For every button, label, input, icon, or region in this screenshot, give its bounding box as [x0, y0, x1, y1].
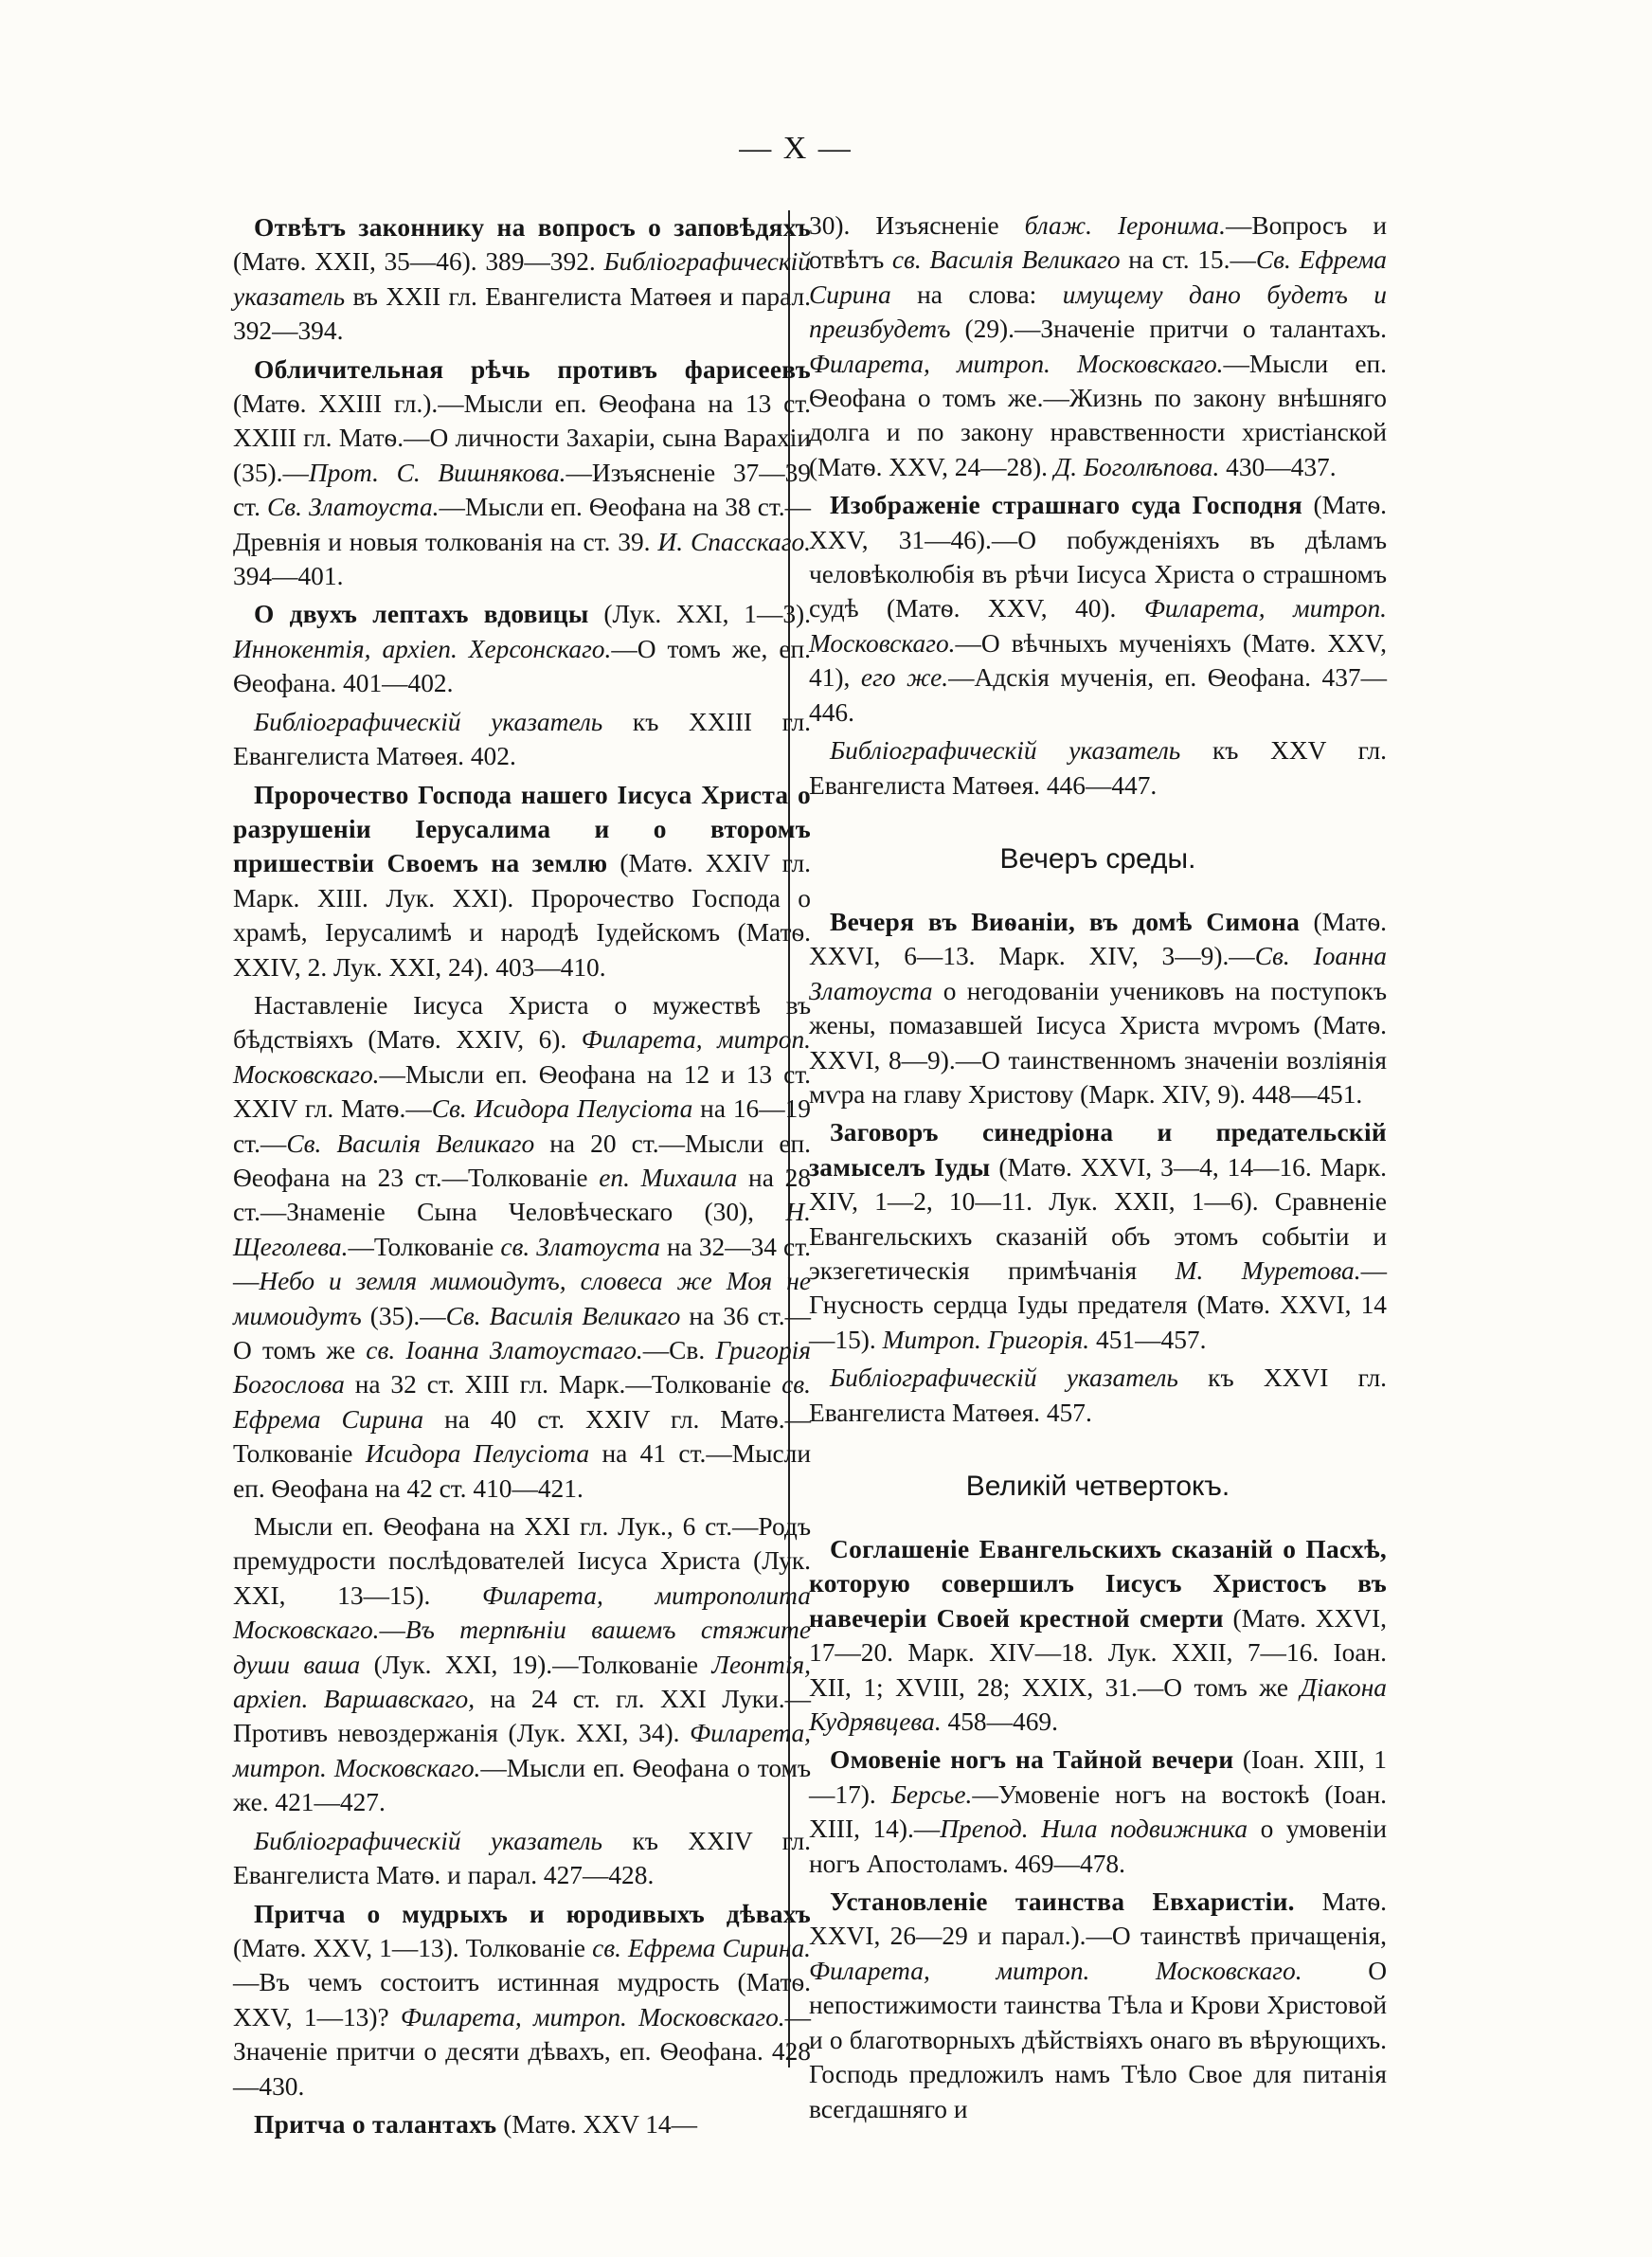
entry-last-judgment: Изображеніе страшнаго суда Господня (Матѳ. XXV, 31—46).—О побужденіяхъ въ дѣламъ человѣколюбія въ рѣчи Іисуса Христа о страшномъ судѣ (Матѳ. XXV, 40). Филарета, митроп. Московскаго.—О вѣчныхъ мученіяхъ (Матѳ. XXV, 41), его же.—Адскія мученія, еп. Ѳеофана. 437—446.: [809, 491, 1387, 727]
entry-parable-virgins: Притча о мудрыхъ и юродивыхъ дѣвахъ (Матѳ. XXV, 1—13). Толкованіе св. Ефрема Сирина.—Въ чемъ состоитъ истинная мудрость (Матѳ. XXV, 1—13)? Филарета, митроп. Московскаго.—Значеніе притчи о десяти дѣвахъ, еп. Ѳеофана. 428—430.: [233, 1899, 812, 2101]
page-number: — X —: [739, 131, 853, 166]
entry-eucharist: Установленіе таинства Евхаристіи. Матѳ. XXVI, 26—29 и парал.).—О таинствѣ причащенія, Филарета, митроп. Московскаго. О непостижимости таинства Тѣла и Крови Христовой и о благотворныхъ дѣйствіяхъ онаго въ вѣрующихъ. Господь предложилъ намъ Тѣло Свое для питанія всегдашняго и: [809, 1887, 1387, 2123]
entry-supper-bethany: Вечеря въ Виѳаніи, въ домѣ Симона (Матѳ. XXVI, 6—13. Марк. XIV, 3—9).—Св. Іоанна Златоуста о негодованіи учениковъ на поступокъ жены, помазавшей Іисуса Христа мѵромъ (Матѳ. XXVI, 8—9).—О таинственномъ значеніи возліянія мѵра на главу Христову (Марк. XIV, 9). 448—451.: [809, 907, 1387, 1109]
entry-bibliography-xxv: Библіографическій указатель къ XXV гл. Евангелиста Матѳея. 446—447.: [809, 736, 1387, 800]
entry-widows-mites: О двухъ лептахъ вдовицы (Лук. XXI, 1—3). Иннокентія, архіеп. Херсонскаго.—О томъ же, еп. Ѳеофана. 401—402.: [233, 600, 811, 698]
entry-bibliography-xxvi: Библіографическій указатель къ XXVI гл. Евангелиста Матѳея. 457.: [809, 1363, 1387, 1427]
entry-prophecy-jerusalem: Пророчество Господа нашего Іисуса Христа о разрушеніи Іерусалима и о второмъ пришествіи Своемъ на землю (Матѳ. XXIV гл. Марк. XIII. Лук. XXI). Пророчество Господа о храмѣ, Іерусалимѣ и народѣ Іудейскомъ (Матѳ. XXIV, 2. Лук. XXI, 24). 403—410.: [233, 780, 812, 982]
left-column: [233, 210, 811, 2145]
entry-answer-lawyer: Отвѣтъ законнику на вопросъ о заповѣдяхъ (Матѳ. XXII, 35—46). 389—392. Библіографическій указатель въ XXII гл. Евангелиста Матѳея и парал. 392—394.: [233, 213, 811, 346]
entry-parable-talents: Притча о талантахъ (Матѳ. XXV 14—: [254, 2109, 697, 2139]
entry-instruction-courage: Наставленіе Іисуса Христа о мужествѣ въ бѣдствіяхъ (Матѳ. XXIV, 6). Филарета, митроп. Московскаго.—Мысли еп. Ѳеофана на 12 и 13 ст. XXIV гл. Матѳ.—Св. Исидора Пелусіота на 16—19 ст.—Св. Василія Великаго на 20 ст.—Мысли еп. Ѳеофана на 23 ст.—Толкованіе еп. Михаила на 28 ст.—Знаменіе Сына Человѣческаго (30), Н. Щеголева.—Толкованіе св. Златоуста на 32—34 ст.—Небо и земля мимоидутъ, словеса же Моя не мимоидутъ (35).—Св. Василія Великаго на 36 ст.—О томъ же св. Іоанна Златоустаго.—Св. Григорія Богослова на 32 ст. XIII гл. Марк.—Толкованіе св. Ефрема Сирина на 40 ст. XXIV гл. Матѳ.—Толкованіе Исидора Пелусіота на 41 ст.—Мысли еп. Ѳеофана на 42 ст. 410—421.: [233, 990, 812, 1503]
section-heading-thursday: Великій четвертокъ.: [965, 1471, 1230, 1502]
entry-washing-feet: Омовеніе ногъ на Тайной вечери (Іоан. XIII, 1—17). Берсье.—Умовеніе ногъ на востокѣ (Іоан. XIII, 14).—Препод. Нила подвижника о умовеніи ногъ Апостоламъ. 469—478.: [809, 1745, 1387, 1878]
entry-thoughts-luke-xxi: Мысли еп. Ѳеофана на XXI гл. Лук., 6 ст.—Родъ премудрости послѣдователей Іисуса Христа (Лук. XXI, 13—15). Филарета, митрополита Московскаго.—Въ терпѣніи вашемъ стяжите души ваша (Лук. XXI, 19).—Толкованіе Леонтія, архіеп. Варшавскаго, на 24 ст. гл. XXI Луки.—Противъ невоздержанія (Лук. XXI, 34). Филарета, митроп. Московскаго.—Мысли еп. Ѳеофана о томъ же. 421—427.: [233, 1512, 811, 1817]
entry-conspiracy-judas: Заговоръ синедріона и предательскій замыселъ Іуды (Матѳ. XXVI, 3—4, 14—16. Марк. XIV, 1—2, 10—11. Лук. XXII, 1—6). Сравненіе Евангельскихъ сказаній объ этомъ событіи и экзегетическія примѣчанія М. Муретова.—Гнусность сердца Іуды предателя (Матѳ. XXVI, 14—15). Митроп. Григорія. 451—457.: [809, 1118, 1387, 1354]
right-column: [809, 208, 1387, 2130]
entry-passover-harmony: Соглашеніе Евангельскихъ сказаній о Пасхѣ, которую совершилъ Іисусъ Христосъ въ навечеріи Своей крестной смерти (Матѳ. XXVI, 17—20. Марк. XIV—18. Лук. XXII, 7—16. Іоан. XII, 1; XVIII, 28; XXIX, 31.—О томъ же Діакона Кудрявцева. 458—469.: [809, 1535, 1387, 1737]
entry-talents-continued: 30). Изъясненіе блаж. Іеронима.—Вопросъ и отвѣтъ св. Василія Великаго на ст. 15.—Св. Ефрема Сирина на слова: имущему дано будетъ и преизбудетъ (29).—Значеніе притчи о талантахъ. Филарета, митроп. Московскаго.—Мысли еп. Ѳеофана о томъ же.—Жизнь по закону внѣшняго долга и по закону нравственности христіанской (Матѳ. XXV, 24—28). Д. Боголѣпова. 430—437.: [809, 211, 1387, 481]
entry-denunciation-pharisees: Обличительная рѣчь противъ фарисеевъ (Матѳ. XXIII гл.).—Мысли еп. Ѳеофана на 13 ст. XXIII гл. Матѳ.—О личности Захаріи, сына Варахіи (35).—Прот. С. Вишнякова.—Изъясненіе 37—39 ст. Св. Златоуста.—Мысли еп. Ѳеофана на 38 ст.—Древнія и новыя толкованія на ст. 39. И. Спасскаго. 394—401.: [233, 354, 811, 591]
entry-bibliography-xxiv: Библіографическій указатель къ XXIV гл. Евангелиста Матѳ. и парал. 427—428.: [233, 1826, 811, 1890]
section-heading-wednesday: Вечеръ среды.: [999, 842, 1196, 875]
entry-bibliography-xxiii: Библіографическій указатель къ XXIII гл. Евангелиста Матѳея. 402.: [233, 707, 811, 771]
